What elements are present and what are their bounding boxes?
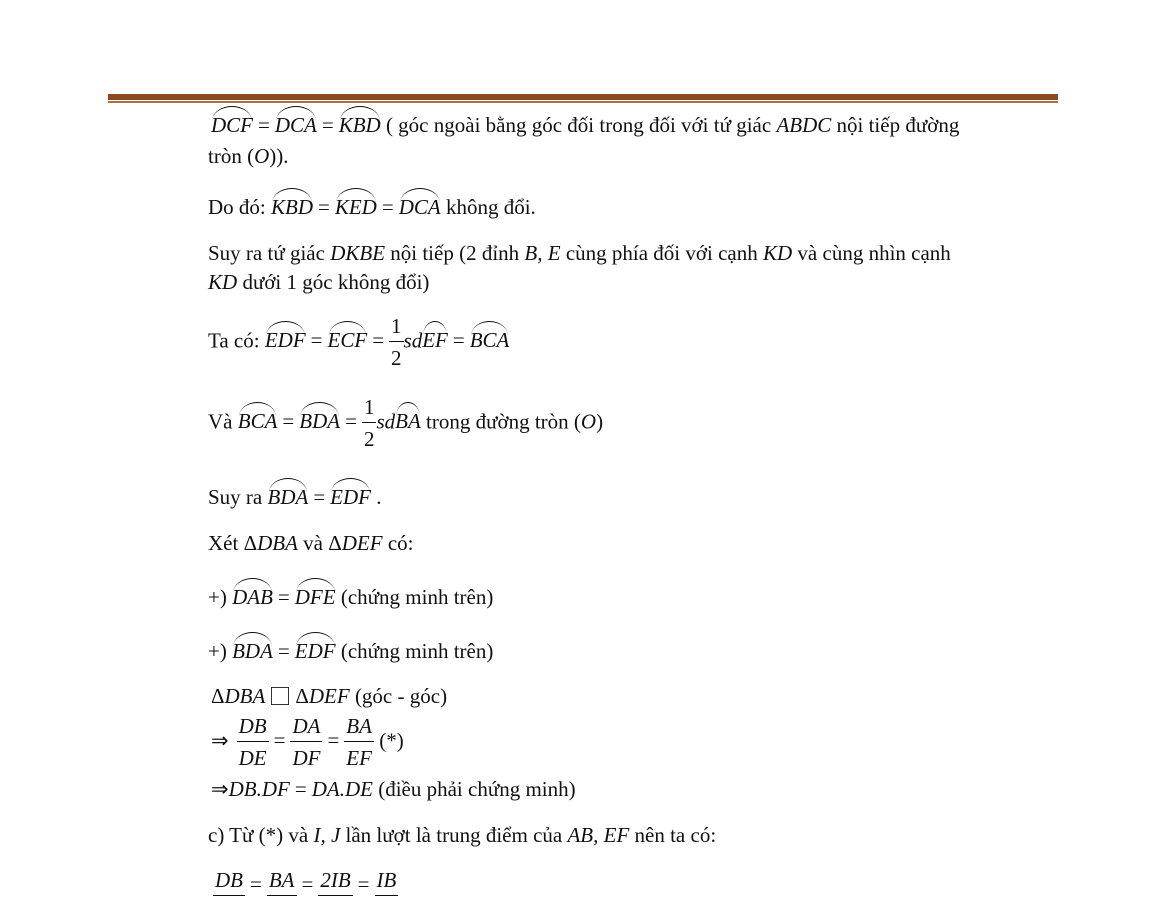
math: KD	[208, 270, 238, 294]
line-plus-2: +) BDA = EDF (chứng minh trên)	[208, 639, 494, 663]
line-similar	[211, 686, 447, 707]
text: +)	[208, 585, 233, 609]
fraction: $\frac{BA}{EF}$	[346, 714, 372, 770]
arc-ba: BA	[395, 409, 421, 434]
arc-edf: EDF	[330, 485, 371, 509]
line-suy-ra-2: Suy ra BDA = EDF .	[208, 485, 382, 509]
text: Do đó:	[208, 195, 271, 219]
fraction: $\frac{DB}{DE}$	[238, 714, 267, 770]
delta-symbol: Δ	[295, 684, 309, 708]
arc-dca: DCA	[398, 195, 441, 219]
line-do-do: Do đó: KBD = KED = DCA không đổi.	[208, 195, 536, 219]
line-kd	[208, 272, 429, 293]
math: DA.DE	[311, 777, 373, 801]
text: Ta có:	[208, 328, 265, 353]
arc-bca: BCA	[469, 328, 510, 353]
math: ABDC	[776, 113, 832, 137]
math: DEF	[308, 684, 350, 708]
math: B, E	[524, 241, 561, 265]
arc-kbd: KBD	[271, 195, 313, 219]
line-ta-co: Ta có: EDF = ECF = $\frac{1}{2}$ sdEF = BCA	[208, 314, 510, 370]
delta-symbol: Δ	[243, 531, 258, 555]
header-rule-thin	[108, 101, 1058, 103]
text: dưới 1 góc không đổi)	[237, 270, 430, 294]
line-ratio-cut: DB = BA = 2IB = IB	[213, 870, 398, 902]
text: (góc - góc)	[349, 684, 448, 708]
math: sd	[403, 328, 423, 353]
arc-bca: BCA	[237, 409, 278, 434]
fraction: DB	[213, 870, 245, 902]
arc-dca: DCA	[274, 113, 317, 137]
line-xet	[208, 533, 414, 554]
line-suy-ra	[208, 243, 951, 264]
text: trong đường tròn (	[420, 409, 581, 434]
fraction: $\frac{DA}{DF}$	[292, 714, 321, 770]
text: nội tiếp (2 đỉnh	[385, 241, 525, 265]
text: lần lượt là trung điểm của	[340, 823, 568, 847]
math: DKBE	[330, 241, 386, 265]
arc-dab: DAB	[232, 585, 273, 609]
math: DBA	[224, 684, 266, 708]
arc-ef: EF	[422, 328, 448, 353]
arc-ecf: ECF	[327, 328, 368, 353]
text: nội tiếp đường	[831, 113, 960, 137]
text: Và	[208, 409, 238, 434]
fraction-half: $\frac{1}{2}$	[391, 314, 402, 370]
math: O	[254, 144, 270, 168]
math: I, J	[313, 823, 341, 847]
implies-symbol: ⇒	[211, 728, 229, 753]
text: ( góc ngoài bằng góc đối trong đối với tứ giác	[385, 113, 777, 137]
arc-bda: BDA	[232, 639, 273, 663]
math: AB, EF	[567, 823, 630, 847]
header-rule	[108, 94, 1058, 100]
text: (điều phải chứng minh)	[372, 777, 576, 801]
math: DB.DF	[228, 777, 290, 801]
arc-bda: BDA	[267, 485, 309, 509]
math: sd	[376, 409, 396, 434]
math: O	[580, 409, 597, 434]
text: (chứng minh trên)	[335, 639, 494, 663]
text: cùng phía đối với cạnh	[560, 241, 763, 265]
arc-dcf: DCF	[211, 113, 253, 137]
text: (chứng minh trên)	[335, 585, 494, 609]
line-plus-1: +) DAB = DFE (chứng minh trên)	[208, 585, 494, 609]
text: .	[371, 485, 382, 509]
text: và cùng nhìn cạnh	[792, 241, 951, 265]
delta-symbol: Δ	[328, 531, 342, 555]
text: (*)	[373, 728, 404, 753]
text: tròn (	[208, 144, 255, 168]
line-circle	[208, 146, 289, 167]
text: và	[297, 531, 329, 555]
fraction: IB	[375, 870, 399, 902]
math: KD	[762, 241, 793, 265]
text: c) Từ (*) và	[208, 823, 314, 847]
implies-symbol: ⇒	[211, 777, 229, 801]
fraction-half: $\frac{1}{2}$	[363, 395, 375, 451]
arc-bda: BDA	[299, 409, 341, 434]
text: Suy ra tứ giác	[208, 241, 331, 265]
text: Suy ra	[208, 485, 268, 509]
fraction: 2IB	[318, 870, 352, 902]
arc-ked: KED	[334, 195, 377, 219]
arc-edf: EDF	[264, 328, 306, 353]
text: nên ta có:	[629, 823, 717, 847]
math: DBA	[257, 531, 298, 555]
arc-kbd: KBD	[338, 113, 381, 137]
text: )	[596, 409, 604, 434]
math: DEF	[341, 531, 383, 555]
text: )).	[269, 144, 289, 168]
delta-symbol: Δ	[211, 684, 225, 708]
line-conclusion: ⇒DB.DF = DA.DE (điều phải chứng minh)	[211, 777, 576, 801]
line-ratio: ⇒ $\frac{DB}{DE}$ = $\frac{DA}{DF}$ = $\frac{BA}{EF}$ (*)	[211, 714, 404, 770]
arc-dfe: DFE	[294, 585, 336, 609]
arc-edf: EDF	[294, 639, 336, 663]
line-arc-equality: DCF = DCA = KBD ( góc ngoài bằng góc đối trong đối với tứ giác ABDC nội tiếp đường	[211, 113, 960, 137]
text: có:	[382, 531, 414, 555]
fraction: BA	[267, 870, 297, 902]
text: Xét	[208, 531, 244, 555]
text: không đổi.	[440, 195, 536, 219]
line-va: Và BCA = BDA = $\frac{1}{2}$ sdBA trong đường tròn (O)	[208, 395, 604, 451]
text: +)	[208, 639, 233, 663]
similar-symbol-box	[271, 687, 289, 705]
line-part-c	[208, 825, 716, 846]
